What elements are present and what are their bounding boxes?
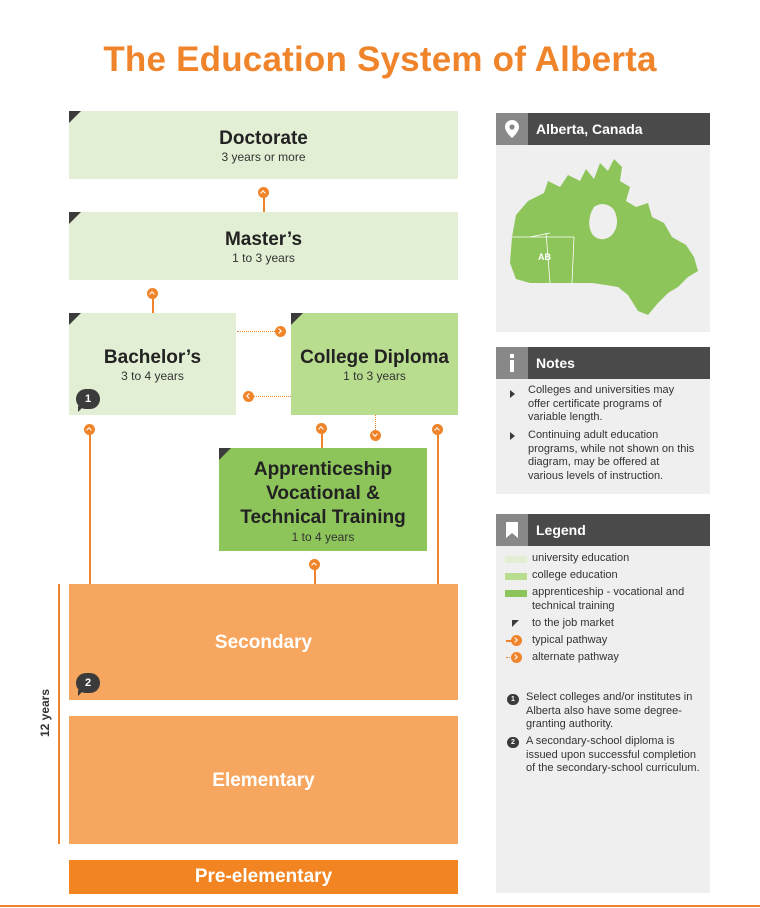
masters-box (69, 212, 458, 280)
pathway-line (314, 568, 316, 584)
years-bar (58, 584, 60, 844)
legend-item: college education (532, 569, 618, 581)
map-label-ab: AB (538, 252, 551, 262)
footnote-text: Select colleges and/or institutes in Alberta also have some degree-granting authority. (526, 691, 693, 730)
notes-panel-title: Notes (536, 355, 575, 371)
alternate-pathway-line (237, 331, 275, 332)
secondary-name: Secondary (214, 632, 313, 653)
apprenticeship-box (219, 448, 427, 551)
footnote-bubble-1: 1 (507, 694, 519, 705)
masters-duration: 1 to 3 years (232, 251, 295, 265)
alternate-pathway-arrow (243, 391, 254, 402)
preelementary-box (69, 860, 458, 894)
location-panel-header (496, 113, 710, 145)
apprenticeship-name-line-2: Vocational & (266, 483, 380, 504)
apprenticeship-name-line-3: Technical Training (240, 507, 406, 528)
college-swatch (505, 573, 527, 580)
page-title: The Education System of Alberta (103, 40, 657, 79)
legend-panel (496, 514, 710, 893)
apprenticeship-swatch (505, 590, 527, 597)
note-bubble-1: 1 (76, 389, 100, 409)
job-market-marker (69, 212, 81, 224)
note-bubble-2: 2 (76, 673, 100, 693)
bachelors-name: Bachelor’s (103, 347, 202, 368)
typical-pathway-arrow (432, 424, 443, 435)
doctorate-duration: 3 years or more (221, 150, 306, 164)
pathway-line (89, 434, 91, 584)
pathway-line (263, 196, 265, 212)
notes-panel (496, 347, 710, 494)
years-label: 12 years (38, 688, 52, 738)
elementary-name: Elementary (212, 770, 315, 791)
typical-pathway-arrow (316, 423, 327, 434)
doctorate-name: Doctorate (219, 128, 308, 149)
job-market-marker (219, 448, 231, 460)
college-box (291, 313, 458, 415)
map-pin-icon (496, 113, 528, 145)
pathway-line (437, 434, 439, 584)
college-duration: 1 to 3 years (343, 369, 406, 383)
pathway-line (321, 432, 323, 448)
note-item: Colleges and universities may offer certificate programs of variable length. (528, 384, 675, 423)
alternate-pathway-line (375, 415, 376, 430)
secondary-box (69, 584, 458, 700)
masters-name: Master’s (224, 229, 303, 250)
elementary-box (69, 716, 458, 844)
legend-item: apprenticeship - vocational and technical training (532, 586, 685, 612)
apprenticeship-duration: 1 to 4 years (291, 530, 355, 544)
bachelors-box (69, 313, 236, 415)
notes-panel-header (496, 347, 710, 379)
bullet-icon (510, 390, 515, 398)
bookmark-icon (496, 514, 528, 546)
typical-pathway-arrow-icon (511, 635, 522, 646)
bachelors-duration: 3 to 4 years (121, 369, 184, 383)
bottom-rule (0, 905, 760, 907)
job-market-marker (291, 313, 303, 325)
alternate-pathway-arrow (275, 326, 286, 337)
alternate-pathway-arrow (370, 430, 381, 441)
typical-pathway-arrow (258, 187, 269, 198)
legend-panel-header (496, 514, 710, 546)
footnote-bubble-2: 2 (507, 737, 519, 748)
legend-item: typical pathway (532, 634, 608, 646)
apprenticeship-name-line-1: Apprenticeship (253, 459, 393, 480)
job-market-marker (69, 313, 81, 325)
college-name: College Diploma (300, 347, 449, 368)
alternate-pathway-line (254, 396, 291, 397)
canada-map (502, 145, 704, 325)
legend-item: to the job market (532, 617, 614, 629)
preelementary-name: Pre-elementary (194, 866, 333, 887)
legend-item: university education (532, 552, 630, 564)
typical-pathway-arrow (309, 559, 320, 570)
bullet-icon (510, 432, 515, 440)
job-market-icon (512, 620, 519, 627)
location-panel (496, 113, 710, 332)
alternate-pathway-arrow-icon (511, 652, 522, 663)
legend-item: alternate pathway (532, 651, 619, 663)
pathway-line (152, 297, 154, 313)
typical-pathway-arrow (84, 424, 95, 435)
location-panel-title: Alberta, Canada (536, 121, 643, 137)
job-market-marker (69, 111, 81, 123)
doctorate-box (69, 111, 458, 179)
university-swatch (505, 556, 527, 563)
typical-pathway-arrow (147, 288, 158, 299)
legend-panel-title: Legend (536, 522, 586, 538)
info-icon (496, 347, 528, 379)
footnote-text: A secondary-school diploma is issued upon successful completion of the secondary-school curriculum. (526, 735, 700, 774)
note-item: Continuing adult education programs, while not shown on this diagram, may be offered at various levels of instruction. (528, 429, 695, 482)
